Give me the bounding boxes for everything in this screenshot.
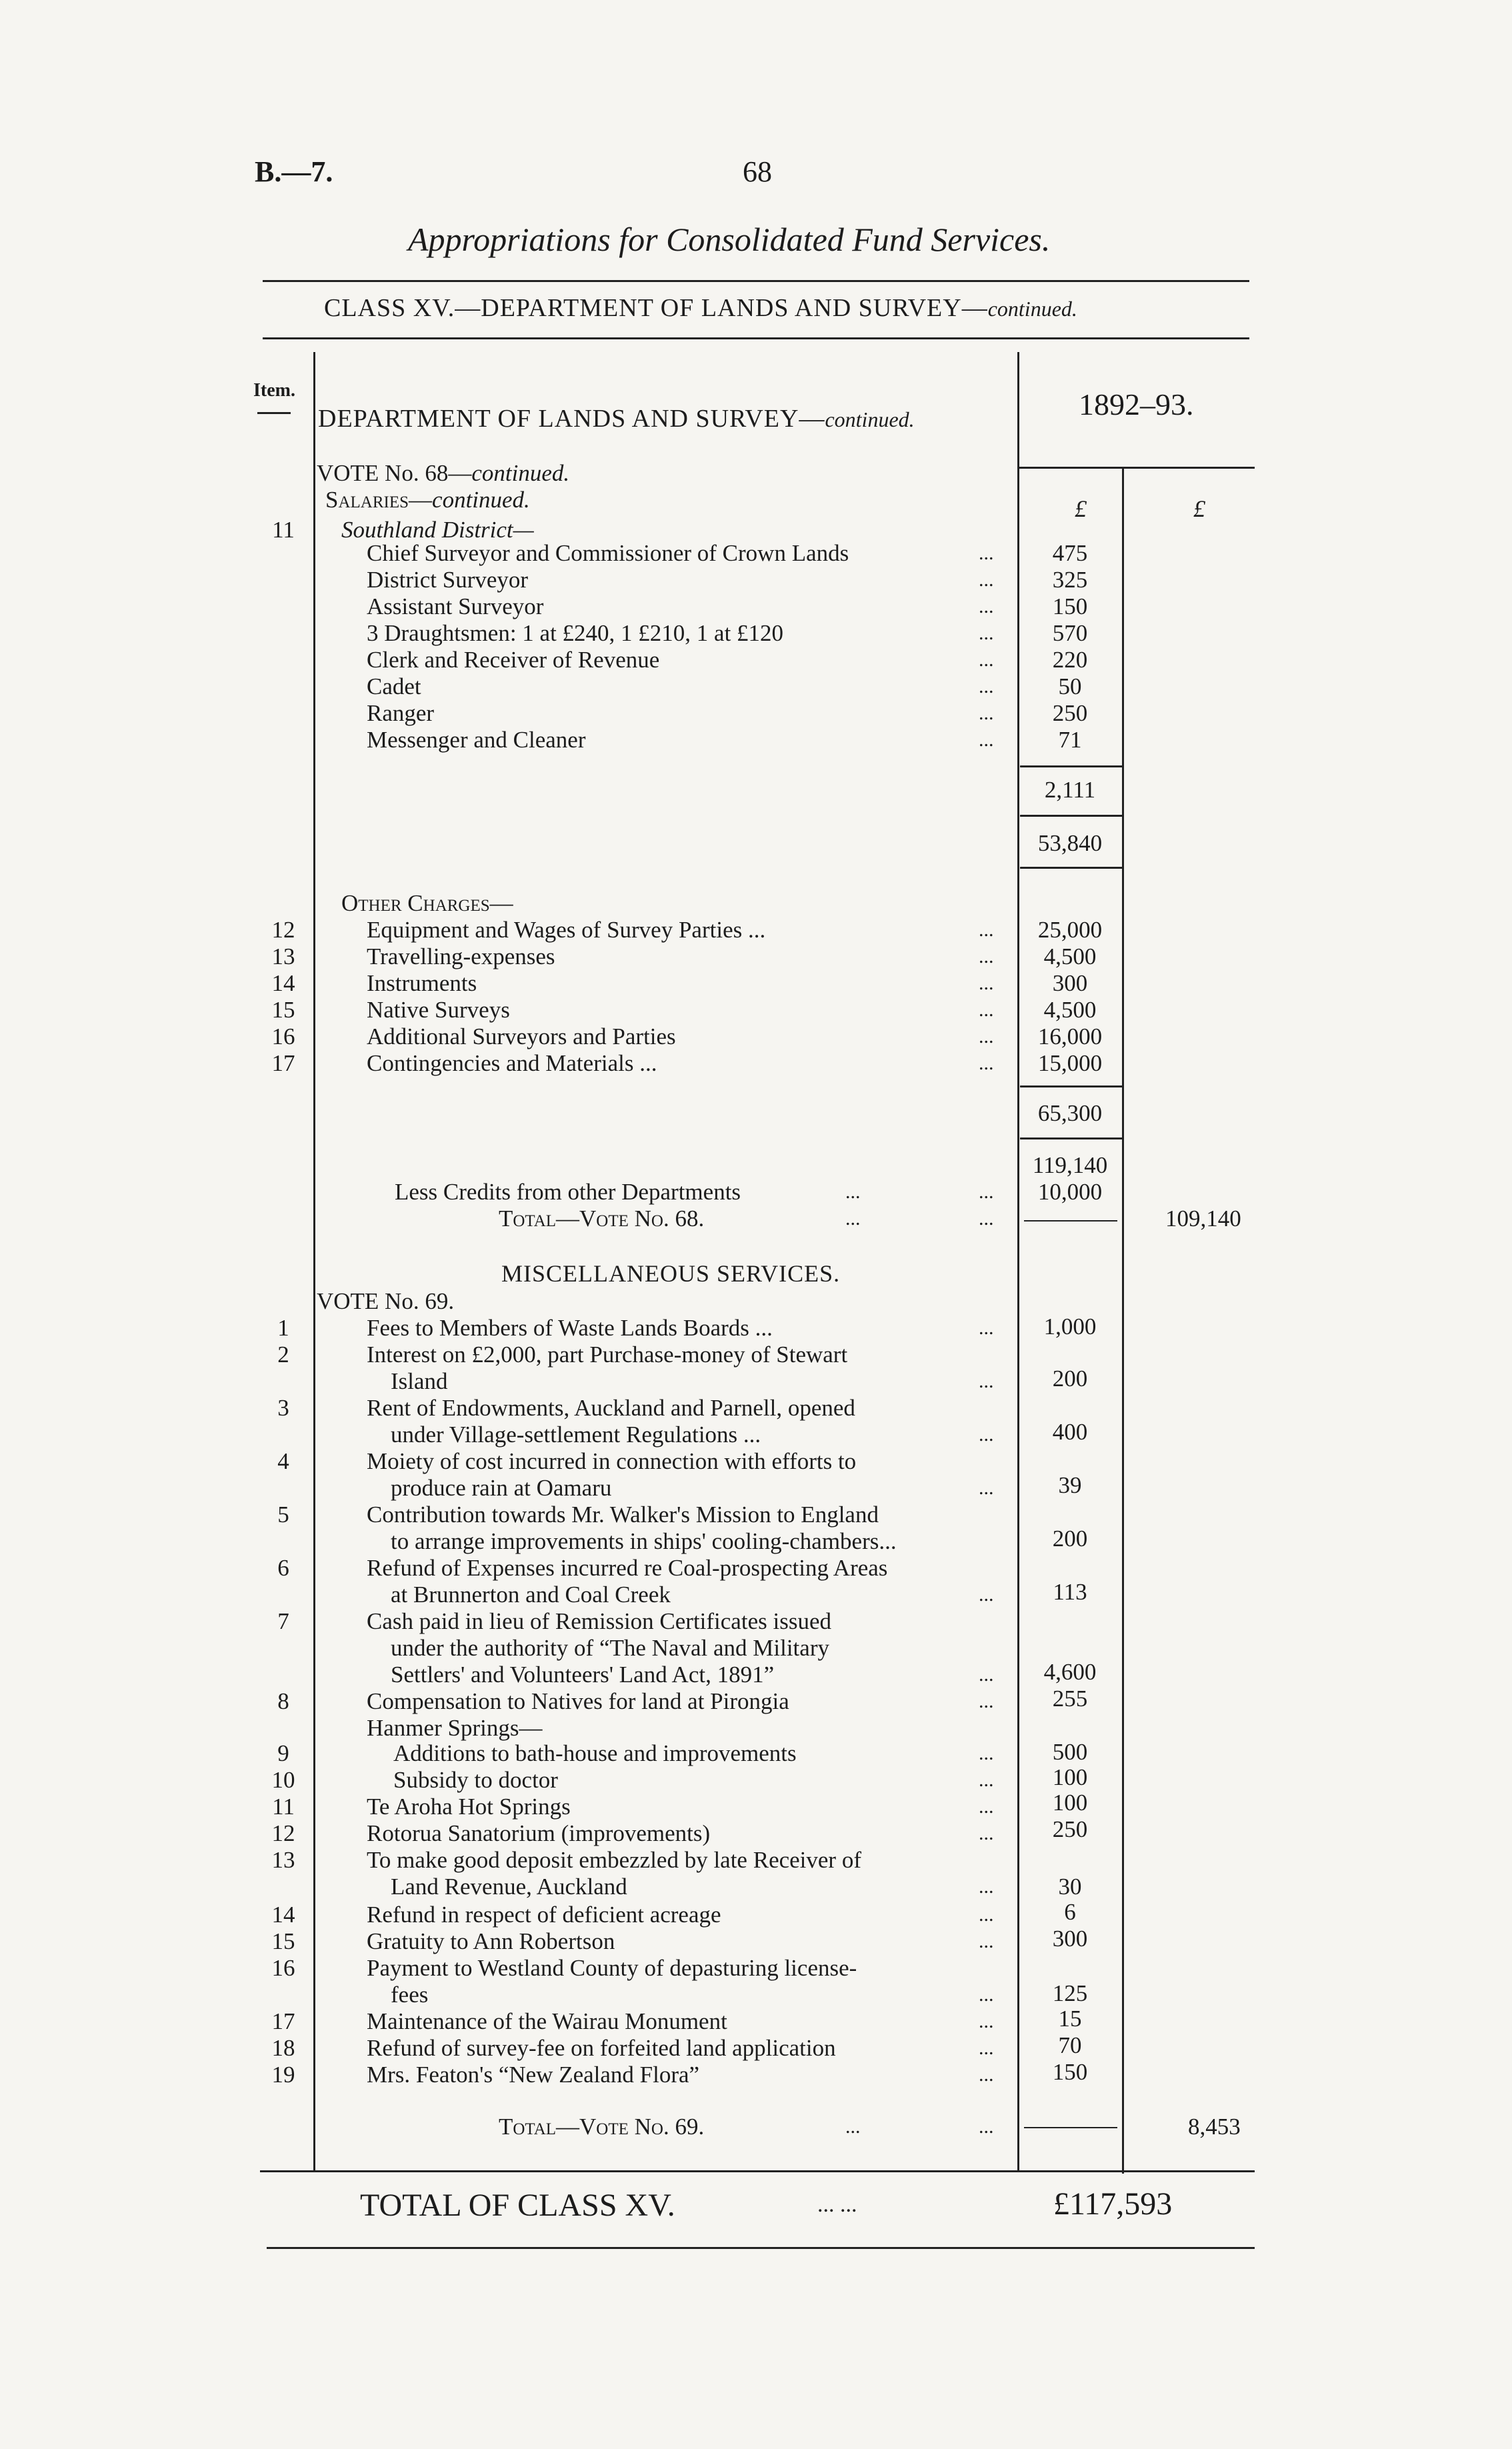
item-number: 11: [272, 517, 295, 543]
charge-amount: 16,000: [1037, 1023, 1103, 1049]
leader-dots: ...: [979, 1796, 994, 1818]
table-amount-rule: [1122, 467, 1124, 2174]
class-heading-main: CLASS XV.—DEPARTMENT OF LANDS AND SURVEY—: [324, 294, 988, 322]
leader-dots: ...: [979, 702, 994, 724]
leader-dots: ...: [979, 1181, 994, 1203]
other-charges-total: 65,300: [1037, 1100, 1103, 1126]
salary-amount: 50: [1058, 673, 1082, 699]
leader-dots: ...: [979, 1207, 994, 1230]
leader-dots: ...: [979, 1984, 994, 2006]
department-heading-suffix: continued.: [825, 407, 915, 431]
class-heading-suffix: continued.: [987, 297, 1077, 321]
misc-item-label: Interest on £2,000, part Purchase-money of Stewart: [367, 1342, 848, 1368]
page-number: 68: [743, 155, 772, 188]
item-column-header: Item.: [253, 380, 295, 401]
misc-item-amount: 250: [1052, 1816, 1088, 1842]
misc-item-amount: 100: [1052, 1764, 1088, 1790]
table-bottom-rule: [260, 2170, 1255, 2172]
salary-label: Assistant Surveyor: [367, 593, 544, 619]
leader-dots: ...: [979, 729, 994, 751]
misc-item-amount: 125: [1052, 1980, 1088, 2006]
vote-69-total-label: Total—Vote No. 69.: [499, 2114, 705, 2140]
misc-item-label-cont: at Brunnerton and Coal Creek: [391, 1582, 671, 1608]
misc-item-label: Compensation to Natives for land at Pirongia: [367, 1688, 789, 1714]
misc-item-label-cont: under Village-settlement Regulations ...: [391, 1422, 761, 1448]
leader-dots: ...: [979, 972, 994, 994]
salaries-heading: [325, 487, 530, 513]
class-total-dots: ... ...: [817, 2192, 857, 2217]
charge-amount: 4,500: [1043, 943, 1097, 969]
item-number: 17: [271, 1050, 295, 1076]
salary-label: Clerk and Receiver of Revenue: [367, 647, 660, 673]
item-number: 17: [271, 2008, 295, 2034]
misc-item-label: Refund of Expenses incurred re Coal-prospecting Areas: [367, 1555, 888, 1581]
leader-dots: ...: [979, 1584, 994, 1606]
charge-amount: 15,000: [1037, 1050, 1103, 1076]
vote-69-heading: VOTE No. 69.: [317, 1288, 455, 1314]
misc-item-amount: 300: [1052, 1926, 1088, 1952]
leader-dots: ...: [845, 1207, 861, 1230]
hanmer-springs-heading: Hanmer Springs—: [367, 1715, 543, 1741]
leader-dots: ...: [979, 649, 994, 671]
misc-item-label-cont: Land Revenue, Auckland: [391, 1874, 627, 1900]
misc-item-amount: 255: [1052, 1686, 1088, 1712]
item-number: 16: [271, 1023, 295, 1049]
leader-dots: ...: [979, 1876, 994, 1898]
misc-item-amount: 30: [1058, 1874, 1082, 1900]
leader-dots: ...: [845, 1181, 861, 1203]
misc-item-amount: 500: [1052, 1739, 1088, 1765]
subtotal-rule: [1020, 765, 1122, 767]
item-number: 9: [277, 1740, 289, 1766]
leader-dots: ...: [979, 569, 994, 591]
charge-label: Native Surveys: [367, 997, 510, 1023]
southland-district-heading: Southland District—: [341, 517, 534, 543]
pound-header-totals: £: [1193, 495, 1205, 522]
subtotal-rule: [1020, 1137, 1122, 1139]
salary-amount: 220: [1052, 647, 1088, 673]
item-number: 12: [271, 1820, 295, 1846]
leader-dots: ...: [979, 919, 994, 941]
salaries-heading-text: Salaries—: [325, 487, 433, 513]
leader-dots: ...: [979, 1025, 994, 1047]
misc-item-label: Te Aroha Hot Springs: [367, 1794, 571, 1820]
class-rule: [263, 337, 1249, 339]
misc-item-amount: 39: [1058, 1472, 1082, 1498]
leader-dots: ...: [979, 1424, 994, 1446]
misc-item-amount: 400: [1052, 1419, 1088, 1445]
header-rule: [263, 280, 1249, 282]
leader-dots: ...: [979, 1690, 994, 1712]
salary-label: Messenger and Cleaner: [367, 727, 586, 753]
year-header: 1892–93.: [1079, 387, 1194, 421]
misc-item-amount: 200: [1052, 1526, 1088, 1552]
leader-dots: ...: [979, 1317, 994, 1339]
item-number: 13: [271, 1847, 295, 1873]
item-number: 12: [271, 917, 295, 943]
salary-label: 3 Draughtsmen: 1 at £240, 1 £210, 1 at £120: [367, 620, 784, 646]
item-number: 14: [271, 1902, 295, 1928]
item-number: 14: [271, 970, 295, 996]
leader-dots: ...: [845, 2116, 861, 2138]
misc-item-label: To make good deposit embezzled by late Receiver of: [367, 1847, 861, 1873]
salary-label: Cadet: [367, 673, 421, 699]
year-under-rule: [1017, 467, 1255, 469]
salary-label: Chief Surveyor and Commissioner of Crown Lands: [367, 540, 849, 566]
salary-amount: 325: [1052, 567, 1088, 593]
pound-header-items: £: [1075, 495, 1087, 522]
subtotal-rule: [1020, 867, 1122, 869]
item-number: 11: [272, 1794, 295, 1820]
item-number: 16: [271, 1955, 295, 1981]
leader-dots: ...: [979, 945, 994, 967]
vote-68-total-label: Total—Vote No. 68.: [499, 1205, 705, 1232]
misc-item-label: Additions to bath-house and improvements: [393, 1740, 797, 1766]
class-heading: [324, 293, 1077, 323]
leader-dots: ...: [979, 1052, 994, 1074]
misc-item-label: Maintenance of the Wairau Monument: [367, 2008, 727, 2034]
item-number: 4: [277, 1448, 289, 1474]
misc-item-label-cont: Settlers' and Volunteers' Land Act, 1891”: [391, 1662, 775, 1688]
salary-amount: 570: [1052, 620, 1088, 646]
salaries-total: 53,840: [1037, 830, 1103, 856]
misc-item-label: Payment to Westland County of depasturing license-: [367, 1955, 857, 1981]
vote-68-heading-suffix: continued.: [471, 460, 570, 486]
misc-item-label: Cash paid in lieu of Remission Certificates issued: [367, 1608, 831, 1634]
misc-services-heading: MISCELLANEOUS SERVICES.: [501, 1260, 841, 1287]
misc-item-label: Gratuity to Ann Robertson: [367, 1928, 615, 1954]
leader-dots: ...: [979, 675, 994, 697]
document-code: B.—7.: [255, 155, 333, 188]
page-bottom-rule: [267, 2247, 1255, 2249]
item-number: 19: [271, 2062, 295, 2088]
department-heading: [318, 404, 915, 433]
leader-dots: ...: [979, 2116, 994, 2138]
leader-dots: ...: [979, 1822, 994, 1844]
misc-item-label: Rotorua Sanatorium (improvements): [367, 1820, 711, 1846]
misc-item-label: Contribution towards Mr. Walker's Mission to England: [367, 1502, 879, 1528]
item-number: 1: [277, 1315, 289, 1341]
leader-dots: ...: [979, 1370, 994, 1392]
misc-item-amount: 70: [1058, 2032, 1082, 2058]
charge-label: Equipment and Wages of Survey Parties ...: [367, 917, 766, 943]
misc-item-label-cont: Island: [391, 1368, 448, 1394]
vote-69-total-amount: 8,453: [1188, 2114, 1241, 2140]
misc-item-label: Refund of survey-fee on forfeited land application: [367, 2035, 836, 2061]
item-under-rule: [257, 412, 291, 414]
salary-label: Ranger: [367, 700, 435, 726]
table-left-rule: [313, 352, 315, 2172]
class-total-label: TOTAL OF CLASS XV.: [360, 2188, 675, 2223]
charge-label: Travelling-expenses: [367, 943, 555, 969]
item-number: 10: [271, 1767, 295, 1793]
vote-68-heading-text: VOTE No. 68—: [317, 460, 472, 486]
leader-dots: ...: [979, 1664, 994, 1686]
charge-amount: 4,500: [1043, 997, 1097, 1023]
item-number: 8: [277, 1688, 289, 1714]
misc-item-amount: 4,600: [1043, 1659, 1097, 1685]
salary-amount: 150: [1052, 593, 1088, 619]
misc-item-label-cont: fees: [391, 1982, 429, 2008]
southland-subtotal: 2,111: [1044, 777, 1096, 803]
misc-item-amount: 100: [1052, 1790, 1088, 1816]
leader-dots: ...: [979, 2064, 994, 2086]
item-number: 2: [277, 1342, 289, 1368]
misc-item-amount: 6: [1064, 1899, 1076, 1925]
leader-dots: ...: [979, 999, 994, 1021]
item-number: 15: [271, 1928, 295, 1954]
leader-dots: ...: [979, 1769, 994, 1791]
subtotal-rule: [1020, 815, 1122, 817]
leader-dots: ...: [979, 1477, 994, 1499]
misc-item-amount: 150: [1052, 2059, 1088, 2085]
leader-dots: ...: [979, 595, 994, 617]
charge-label: Contingencies and Materials ...: [367, 1050, 657, 1076]
class-total-amount: £117,593: [1053, 2186, 1173, 2222]
item-number: 13: [271, 943, 295, 969]
item-number: 6: [277, 1555, 289, 1581]
item-number: 3: [277, 1395, 289, 1421]
less-credits-label: Less Credits from other Departments: [395, 1179, 741, 1205]
gross-total: 119,140: [1032, 1152, 1108, 1178]
subtotal-rule: [1020, 1085, 1122, 1087]
item-number: 15: [271, 997, 295, 1023]
salary-label: District Surveyor: [367, 567, 529, 593]
misc-item-label-cont: to arrange improvements in ships' cooling-chambers...: [391, 1528, 897, 1554]
leader-dots: ...: [979, 2010, 994, 2032]
other-charges-heading: Other Charges—: [341, 890, 513, 916]
salary-amount: 250: [1052, 700, 1088, 726]
vote-68-total-amount: 109,140: [1165, 1205, 1241, 1232]
total-dash: [1024, 2127, 1117, 2128]
leader-dots: ...: [979, 1930, 994, 1952]
item-number: 18: [271, 2035, 295, 2061]
page-title: Appropriations for Consolidated Fund Services.: [408, 221, 1051, 258]
leader-dots: ...: [979, 2037, 994, 2059]
misc-item-amount: 200: [1052, 1366, 1088, 1392]
salary-amount: 475: [1052, 540, 1088, 566]
less-credits-amount: 10,000: [1037, 1179, 1103, 1205]
total-dash: [1024, 1220, 1117, 1221]
leader-dots: ...: [979, 1742, 994, 1764]
misc-item-label: Subsidy to doctor: [393, 1767, 558, 1793]
salaries-heading-suffix: continued.: [432, 487, 530, 513]
misc-item-label: Fees to Members of Waste Lands Boards ...: [367, 1315, 773, 1341]
charge-amount: 25,000: [1037, 917, 1103, 943]
misc-item-amount: 113: [1053, 1579, 1087, 1605]
charge-amount: 300: [1052, 970, 1088, 996]
vote-68-heading: [317, 460, 569, 487]
leader-dots: ...: [979, 542, 994, 564]
leader-dots: ...: [979, 1904, 994, 1926]
department-heading-main: DEPARTMENT OF LANDS AND SURVEY—: [318, 405, 825, 433]
misc-item-label: Mrs. Featon's “New Zealand Flora”: [367, 2062, 700, 2088]
charge-label: Additional Surveyors and Parties: [367, 1023, 676, 1049]
misc-item-label: Moiety of cost incurred in connection with efforts to: [367, 1448, 857, 1474]
misc-item-label-cont: under the authority of “The Naval and Military: [391, 1635, 829, 1661]
salary-amount: 71: [1058, 727, 1082, 753]
misc-item-amount: 1,000: [1043, 1314, 1097, 1340]
leader-dots: ...: [979, 622, 994, 644]
item-number: 5: [277, 1502, 289, 1528]
misc-item-label: Refund in respect of deficient acreage: [367, 1902, 721, 1928]
misc-item-amount: 15: [1058, 2006, 1082, 2032]
misc-item-label-cont: produce rain at Oamaru: [391, 1475, 612, 1501]
table-mid-rule: [1017, 352, 1019, 2172]
item-number: 7: [277, 1608, 289, 1634]
charge-label: Instruments: [367, 970, 477, 996]
misc-item-label: Rent of Endowments, Auckland and Parnell, opened: [367, 1395, 855, 1421]
